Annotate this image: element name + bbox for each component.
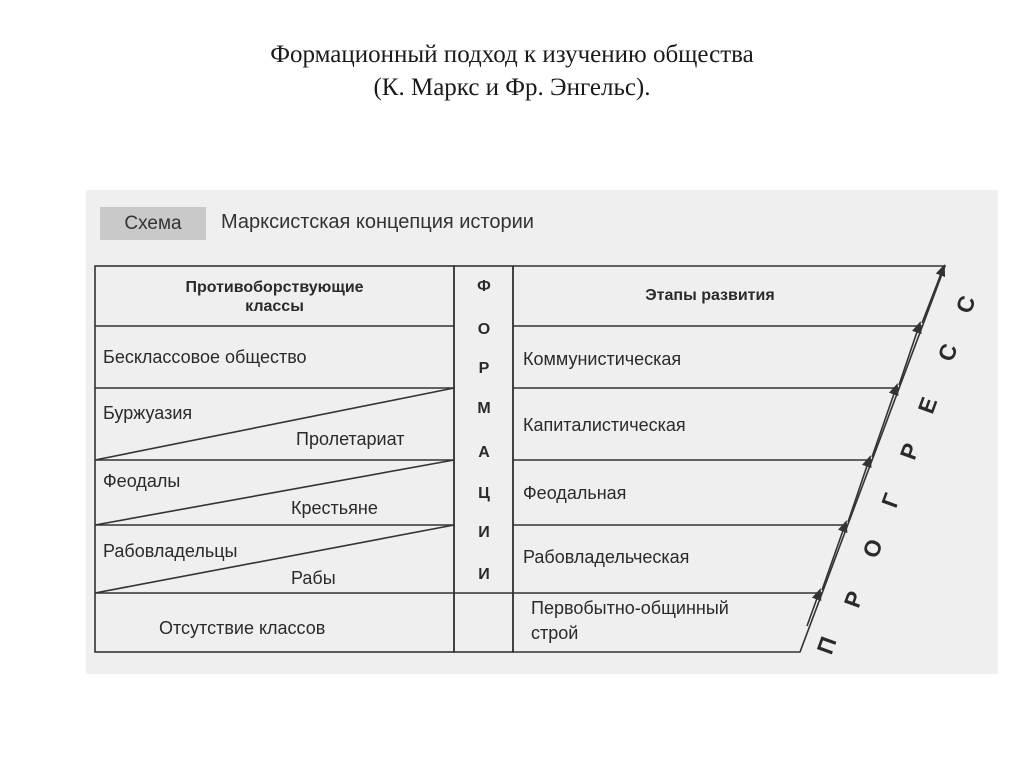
classes-header-line-1: Противоборствующие: [185, 279, 364, 296]
class-proletariat: Пролетариат: [296, 429, 405, 449]
class-slaves: Рабы: [291, 568, 336, 588]
scheme-caption: Марксистская концепция истории: [221, 211, 534, 233]
formations-letter: И: [478, 566, 490, 583]
progress-letter: С: [932, 340, 963, 365]
stage-capitalist: Капиталистическая: [523, 415, 686, 435]
progress-arrow-segment: [899, 323, 920, 385]
class-bourgeoisie: Буржуазия: [103, 403, 193, 423]
stage-communist: Коммунистическая: [523, 349, 682, 369]
progress-letter: Р: [894, 439, 925, 463]
class-absence-of-classes: Отсутствие классов: [159, 618, 326, 638]
formations-letter: И: [478, 524, 490, 541]
formations-letter: Ф: [477, 278, 491, 295]
stage-primitive-line-2: строй: [531, 623, 579, 643]
formations-letter: О: [477, 321, 491, 338]
progress-arrow-segment: [848, 457, 870, 522]
slide-title-line-2: (К. Маркс и Фр. Энгельс).: [373, 74, 651, 101]
stage-primitive-line-1: Первобытно-общинный: [531, 598, 729, 618]
progress-arrow-segment: [807, 590, 820, 626]
stages-header: Этапы развития: [645, 287, 775, 304]
formations-letter: А: [478, 444, 490, 461]
class-peasants: Крестьяне: [291, 498, 378, 518]
progress-arrow-segment: [822, 522, 846, 590]
progress-letter: Г: [876, 489, 905, 511]
stage-slave-owning: Рабовладельческая: [523, 547, 690, 567]
progress-arrow-segment: [872, 385, 897, 457]
classes-header: [95, 278, 454, 316]
class-feudal-lords: Феодалы: [103, 471, 181, 491]
class-slave-owners: Рабовладельцы: [103, 541, 238, 561]
formations-letter: М: [477, 400, 491, 417]
progress-letter: О: [857, 535, 888, 562]
formations-letter: Р: [478, 360, 490, 377]
progress-letter: С: [950, 292, 981, 317]
progress-letter: Р: [838, 587, 869, 611]
progress-letter: Е: [912, 393, 943, 417]
class-classless-society: Бесклассовое общество: [103, 347, 307, 367]
slide-title-line-1: Формационный подход к изучению общества: [270, 41, 754, 68]
stages-table-frame: [513, 266, 945, 652]
scheme-tag: Схема: [100, 207, 206, 240]
formations-letter: Ц: [478, 485, 490, 502]
classes-table-frame: [95, 266, 454, 652]
stage-feudal: Феодальная: [523, 483, 627, 503]
progress-letter: П: [811, 633, 842, 658]
progress-arrow-segment: [922, 266, 944, 323]
classes-header-line-2: классы: [245, 298, 304, 315]
